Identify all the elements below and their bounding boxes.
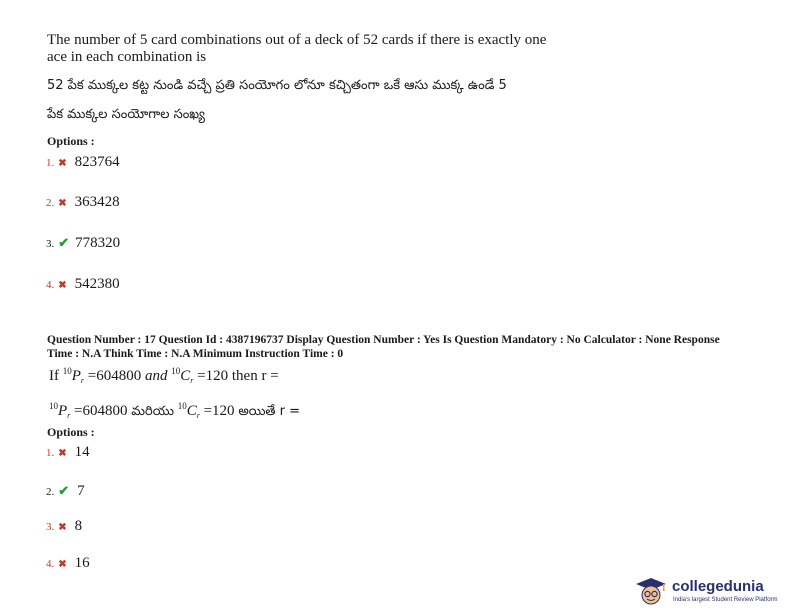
question-text-line-2: ace in each combination is [47, 49, 207, 65]
eq-value: =120 [197, 368, 229, 384]
eq-if: If [49, 368, 59, 384]
option-number: 1. [46, 447, 55, 459]
eq-sup: 10 [49, 401, 58, 411]
option-value: 823764 [74, 154, 120, 170]
question-equation [49, 362, 279, 390]
eq-symbol-c: C [186, 403, 197, 419]
eq-sup: 10 [171, 366, 181, 376]
eq-value: =604800 [87, 368, 142, 384]
question-meta-line-1: Question Number : 17 Question Id : 4387196737 Display Question Number : Yes Is Question Mandatory : No Calculator : None Response [47, 334, 720, 346]
eq-and: and [145, 368, 168, 384]
option-number: 3. [46, 238, 55, 250]
wrong-mark-icon: ✖ [58, 559, 67, 570]
option-number: 2. [46, 197, 55, 209]
logo-name: collegedunia [672, 578, 764, 595]
options-label: Options : [47, 134, 95, 148]
question-meta-line-2: Time : N.A Think Time : N.A Minimum Instruction Time : 0 [47, 348, 344, 360]
option-1[interactable] [46, 153, 120, 171]
question-equation-telugu [49, 397, 300, 425]
eq-sub-r: r [80, 376, 85, 385]
wrong-mark-icon: ✖ [58, 448, 67, 459]
eq-symbol-p: P [58, 403, 68, 419]
option-4[interactable] [46, 554, 90, 572]
option-2[interactable] [46, 482, 85, 500]
eq-mariyu: మరియు [131, 404, 174, 419]
question-telugu-line-2: పేక ముక్కల సంయోగాల సంఖ్య [47, 107, 205, 122]
eq-value: =120 [203, 403, 235, 419]
option-value: 778320 [75, 235, 121, 251]
eq-sup: 10 [62, 366, 72, 376]
eq-ayite: అయితే r = [238, 404, 301, 419]
check-mark-icon: ✔ [58, 483, 70, 498]
graduate-mascot-icon [632, 576, 670, 606]
question-text-line-1: The number of 5 card combinations out of a deck of 52 cards if there is exactly one [47, 32, 547, 48]
collegedunia-logo[interactable] [632, 576, 782, 606]
eq-sub-r: r [196, 411, 200, 420]
option-2[interactable] [46, 193, 120, 211]
wrong-mark-icon: ✖ [58, 522, 67, 533]
eq-value: =604800 [74, 403, 128, 419]
question-telugu-line-1: 52 పేక ముక్కల కట్ట నుండి వచ్చే ప్రతి సంయోగం లోనూ కచ్చితంగా ఒకే ఆసు ముక్క ఉండే 5 [47, 78, 507, 93]
option-3[interactable] [46, 234, 120, 252]
option-value: 8 [74, 518, 83, 534]
option-number: 2. [46, 486, 55, 498]
option-number: 4. [46, 279, 55, 291]
option-3[interactable] [46, 517, 82, 535]
eq-symbol-p: P [71, 368, 81, 384]
eq-sup: 10 [177, 401, 187, 411]
option-number: 1. [46, 157, 55, 169]
option-value: 14 [74, 444, 90, 460]
eq-sub-r: r [67, 411, 71, 420]
eq-sub-r: r [190, 376, 194, 385]
eq-symbol-c: C [180, 368, 191, 384]
option-number: 3. [46, 521, 55, 533]
options-label: Options : [47, 425, 95, 439]
eq-then: then r = [231, 368, 279, 384]
option-value: 363428 [74, 194, 120, 210]
option-value: 7 [77, 483, 85, 499]
option-1[interactable] [46, 443, 90, 461]
check-mark-icon: ✔ [58, 235, 70, 250]
option-4[interactable] [46, 275, 120, 293]
option-value: 16 [74, 555, 90, 571]
wrong-mark-icon: ✖ [58, 158, 67, 169]
wrong-mark-icon: ✖ [58, 280, 67, 291]
option-number: 4. [46, 558, 55, 570]
wrong-mark-icon: ✖ [58, 198, 67, 209]
logo-tagline: India's largest Student Review Platform [673, 597, 778, 603]
option-value: 542380 [74, 276, 120, 292]
